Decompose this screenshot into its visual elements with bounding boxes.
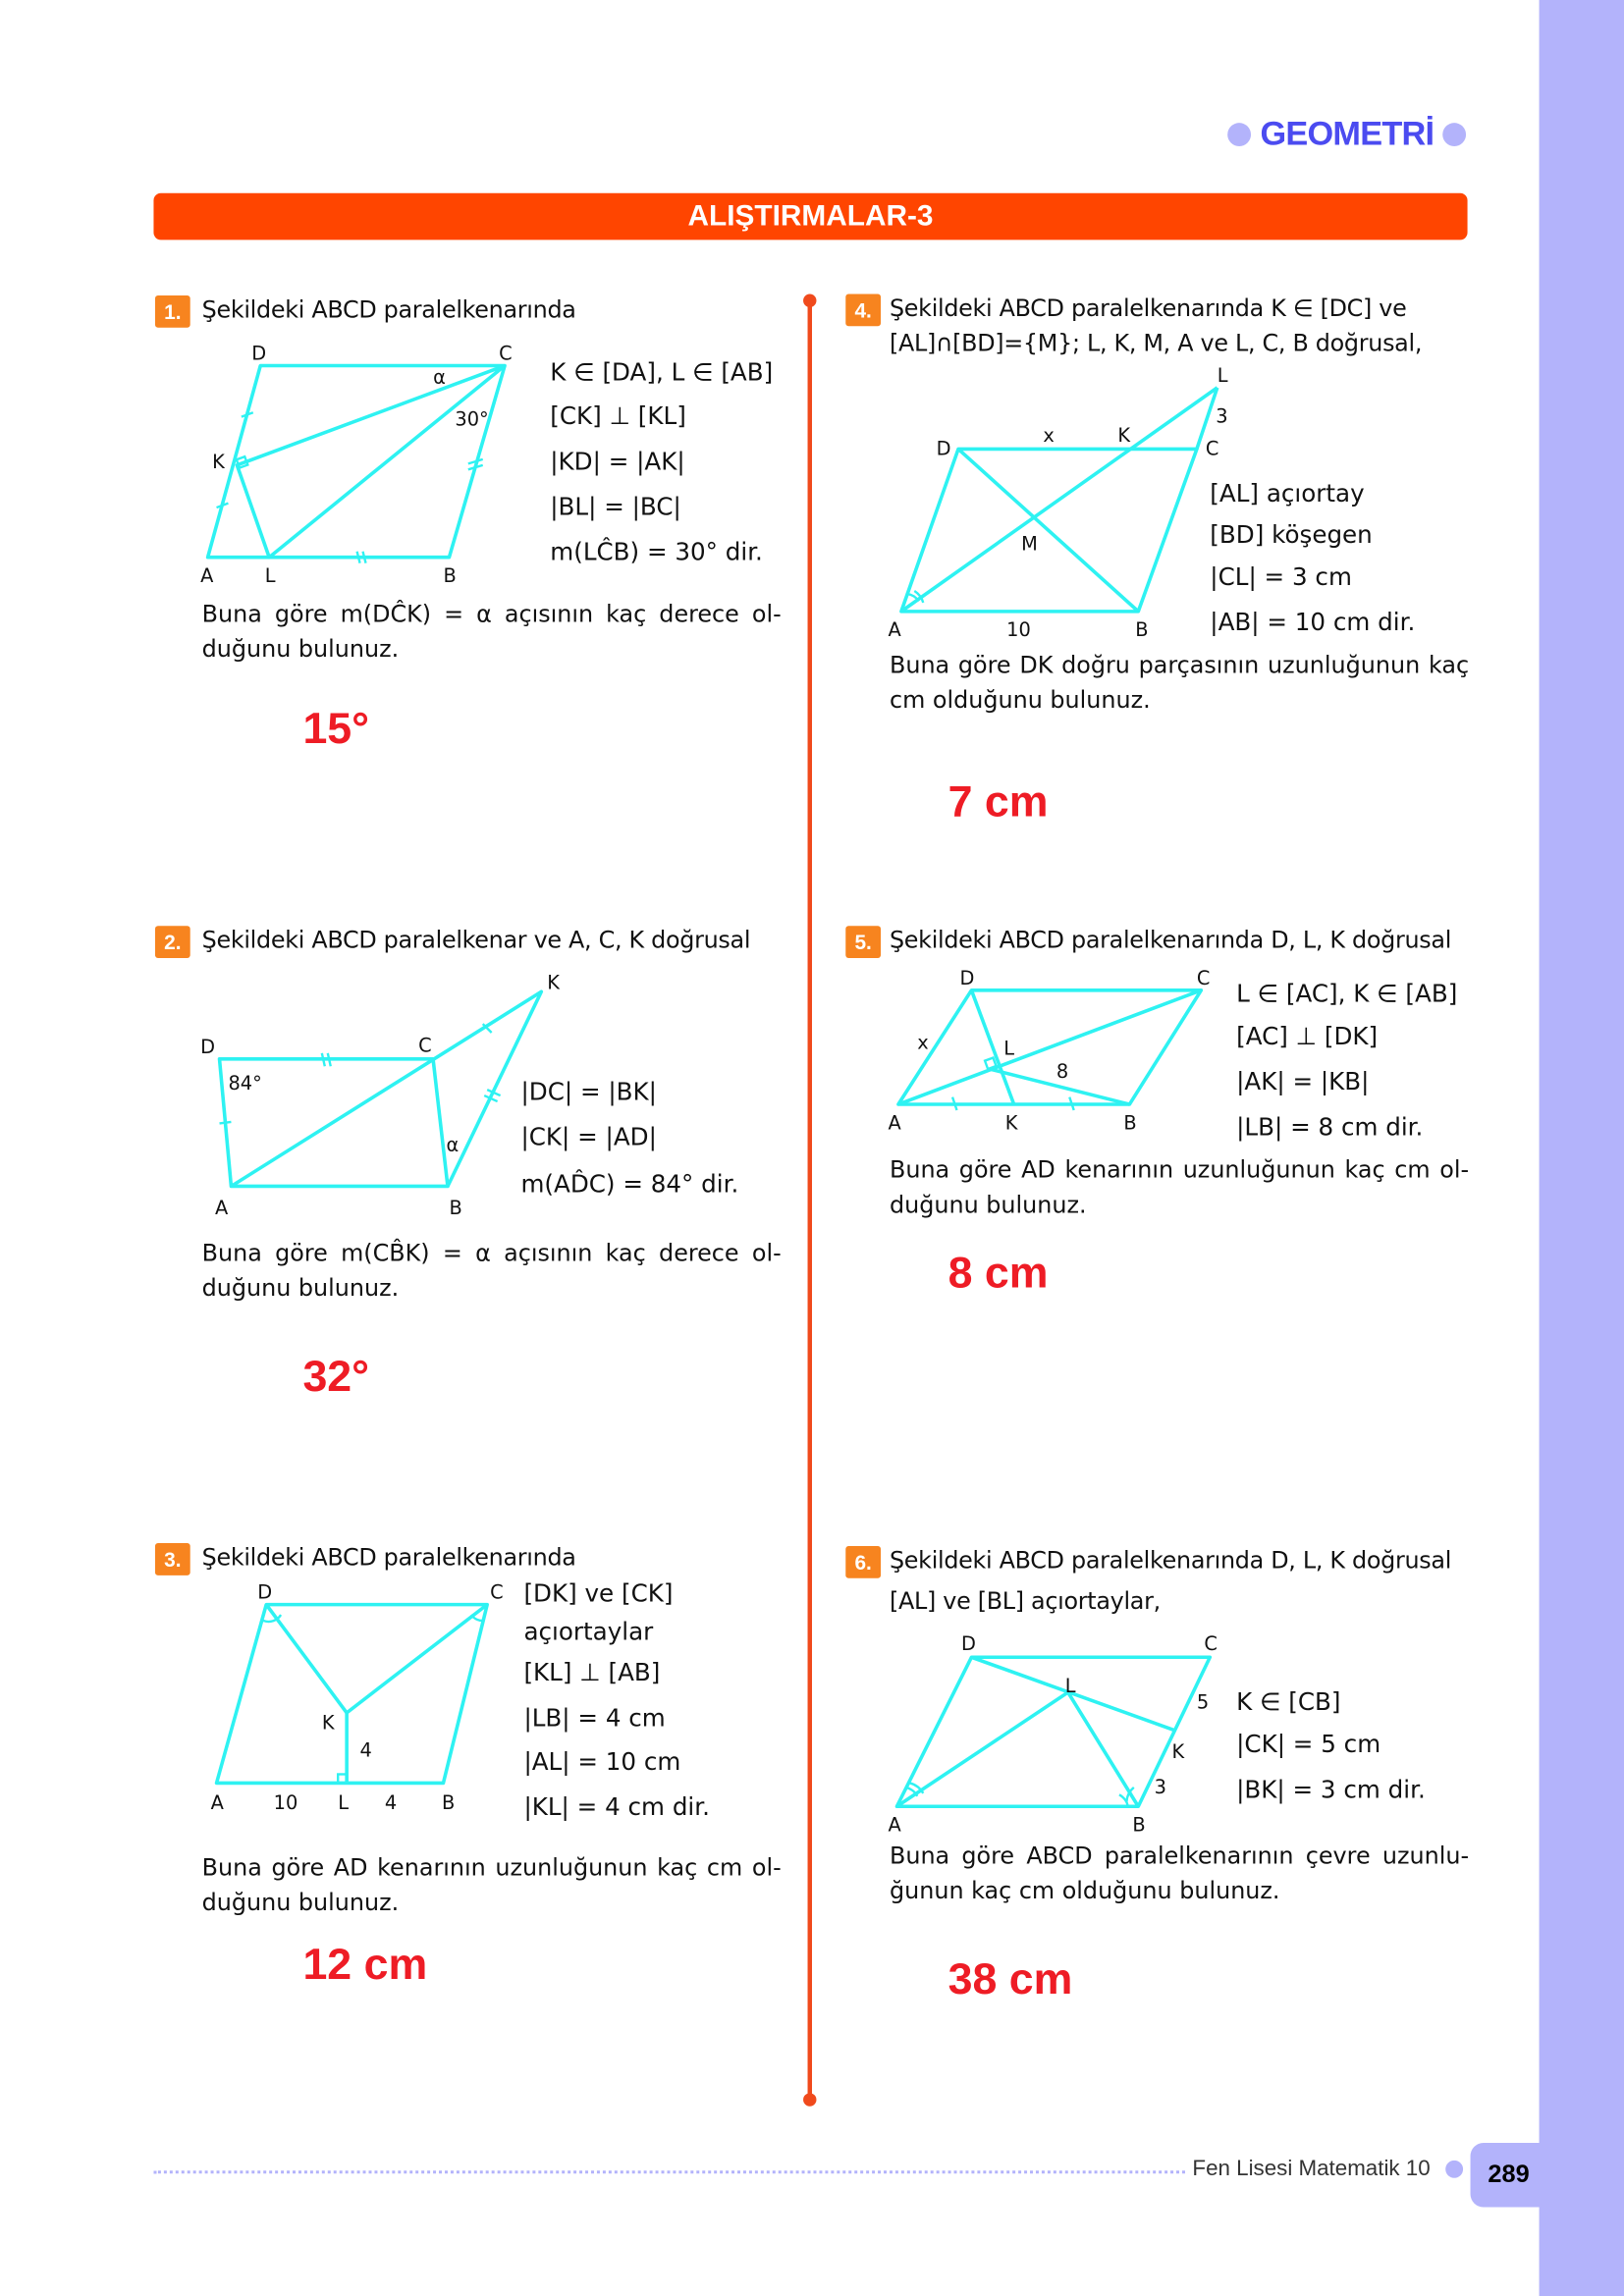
vertex-label: M <box>1021 532 1038 556</box>
condition: m(LĈB) = 30° dir. <box>550 538 763 566</box>
problem-intro: [AL] ve [BL] açıortaylar, <box>889 1586 1161 1616</box>
condition: K ∈ [DA], L ∈ [AB] <box>550 358 774 387</box>
condition: [DK] ve [CK] <box>523 1579 674 1608</box>
question-line: duğunu bulunuz. <box>201 1888 400 1917</box>
condition: |KD| = |AK| <box>550 447 685 476</box>
vertex-label: K <box>212 450 225 473</box>
vertex-label: B <box>1135 618 1149 642</box>
question-line: duğunu bulunuz. <box>201 634 400 664</box>
condition: |BL| = |BC| <box>550 493 681 521</box>
question-line: Buna göre ABCD paralelkenarının çevre uzunlu- <box>889 1842 1470 1870</box>
page-number: 289 <box>1471 2143 1558 2208</box>
vertex-label: K <box>321 1711 335 1735</box>
length-label: x <box>917 1031 929 1054</box>
vertex-label: L <box>1217 363 1228 387</box>
condition: |DC| = |BK| <box>520 1078 657 1106</box>
vertex-label: K <box>1117 424 1131 448</box>
problem-number: 5. <box>845 926 881 958</box>
vertex-label: D <box>251 342 267 365</box>
question-line: duğunu bulunuz. <box>889 1190 1087 1219</box>
problem-number: 4. <box>845 294 881 327</box>
problem-intro: Şekildeki ABCD paralelkenarında D, L, K doğrusal <box>889 926 1452 954</box>
vertex-label: A <box>215 1196 229 1219</box>
problem-intro: Şekildeki ABCD paralelkenar ve A, C, K doğrusal <box>201 926 751 954</box>
book-title: Fen Lisesi Matematik 10 <box>1192 2156 1431 2181</box>
question-line: Buna göre AD kenarının uzunluğunun kaç cm ol- <box>201 1852 782 1882</box>
condition: [AL] açıortay <box>1210 479 1365 508</box>
section-banner: ALIŞTIRMALAR-3 <box>153 193 1467 240</box>
question-line: cm olduğunu bulunuz. <box>889 685 1151 715</box>
problem-number: 6. <box>845 1546 881 1578</box>
condition: açıortaylar <box>523 1618 654 1646</box>
problem-number: 2. <box>155 926 190 958</box>
vertex-label: B <box>449 1196 462 1219</box>
answer: 12 cm <box>302 1941 428 1990</box>
footer-dotted-line <box>153 2170 1185 2173</box>
length-label: 10 <box>273 1791 298 1815</box>
condition: K ∈ [CB] <box>1236 1687 1341 1716</box>
angle-label: 30° <box>455 407 489 431</box>
condition: [AC] ⊥ [DK] <box>1236 1022 1379 1050</box>
length-label: 4 <box>384 1791 398 1815</box>
condition: [CK] ⊥ [KL] <box>550 401 686 431</box>
vertex-label: K <box>1171 1740 1185 1764</box>
vertex-label: D <box>936 437 951 460</box>
vertex-label: K <box>1004 1111 1018 1135</box>
vertex-label: C <box>1196 966 1211 989</box>
vertex-label: D <box>959 966 975 989</box>
vertex-label: C <box>418 1034 432 1057</box>
length-label: 4 <box>359 1738 372 1762</box>
condition: |BK| = 3 cm dir. <box>1236 1775 1426 1804</box>
question-line: duğunu bulunuz. <box>201 1273 400 1303</box>
answer: 8 cm <box>947 1249 1049 1298</box>
vertex-label: A <box>200 564 214 588</box>
condition: [KL] ⊥ [AB] <box>523 1658 661 1687</box>
problem-intro: Şekildeki ABCD paralelkenarında <box>201 294 576 324</box>
answer: 15° <box>302 705 370 754</box>
figure-5 <box>888 967 1210 1135</box>
figure-6 <box>888 1632 1217 1837</box>
angle-label: α <box>446 1133 460 1156</box>
length-label: 10 <box>1006 618 1031 642</box>
condition: |LB| = 4 cm <box>523 1703 666 1733</box>
condition: L ∈ [AC], K ∈ [AB] <box>1236 980 1458 1008</box>
angle-label: α <box>433 365 446 389</box>
vertex-label: C <box>499 342 513 365</box>
vertex-label: C <box>1205 437 1219 460</box>
vertex-label: C <box>1204 1631 1218 1655</box>
vertex-label: B <box>1132 1813 1146 1837</box>
vertex-label: L <box>264 564 276 588</box>
figure-4 <box>888 364 1227 641</box>
question-line: ğunun kaç cm olduğunu bulunuz. <box>889 1876 1280 1905</box>
vertex-label: D <box>200 1035 216 1058</box>
condition: |CK| = 5 cm <box>1236 1730 1381 1759</box>
vertex-label: D <box>960 1631 976 1655</box>
answer: 32° <box>302 1353 370 1402</box>
problem-intro: Şekildeki ABCD paralelkenarında K ∈ [DC] ve <box>889 294 1407 322</box>
problem-number: 1. <box>155 295 190 328</box>
figure-1 <box>200 343 513 587</box>
condition: |KL| = 4 cm dir. <box>523 1792 710 1822</box>
vertex-label: B <box>443 564 457 588</box>
vertex-label: L <box>338 1791 350 1815</box>
problem-intro: [AL]∩[BD]={M}; L, K, M, A ve L, C, B doğrusal, <box>889 329 1423 357</box>
vertex-label: B <box>442 1791 456 1815</box>
condition: |LB| = 8 cm dir. <box>1236 1112 1424 1142</box>
condition: m(AD̂C) = 84° dir. <box>520 1170 739 1199</box>
question-line: Buna göre m(CB̂K) = α açısının kaç derece ol- <box>201 1239 782 1267</box>
vertex-label: A <box>888 1813 901 1837</box>
vertex-label: L <box>1064 1675 1076 1698</box>
figure-3 <box>211 1581 504 1815</box>
problem-number: 3. <box>155 1543 190 1575</box>
vertex-label: D <box>257 1580 273 1604</box>
vertex-label: A <box>888 1111 901 1135</box>
vertex-label: K <box>547 971 560 994</box>
length-label: 8 <box>1056 1060 1069 1084</box>
question-line: Buna göre m(DĈK) = α açısının kaç derece ol- <box>201 599 782 628</box>
problem-intro: Şekildeki ABCD paralelkenarında <box>201 1543 576 1572</box>
angle-label: 84° <box>228 1072 262 1095</box>
problem-intro: Şekildeki ABCD paralelkenarında D, L, K doğrusal <box>889 1546 1452 1575</box>
vertex-label: C <box>490 1580 504 1604</box>
condition: |CL| = 3 cm <box>1210 562 1352 591</box>
vertex-label: L <box>1003 1037 1014 1060</box>
question-line: Buna göre AD kenarının uzunluğunun kaç cm ol- <box>889 1155 1470 1184</box>
question-line: Buna göre DK doğru parçasının uzunluğunun kaç <box>889 651 1470 679</box>
subject-title: GEOMETRİ <box>1260 114 1435 152</box>
vertex-label: B <box>1123 1111 1137 1135</box>
dot-icon <box>1445 2161 1463 2178</box>
answer: 7 cm <box>947 777 1049 827</box>
figure-2 <box>200 971 561 1218</box>
length-label: 3 <box>1154 1775 1167 1798</box>
condition: |AB| = 10 cm dir. <box>1210 608 1416 637</box>
length-label: 5 <box>1196 1690 1210 1714</box>
length-label: x <box>1043 424 1055 448</box>
condition: |AK| = |KB| <box>1236 1067 1370 1096</box>
condition: |AL| = 10 cm <box>523 1747 681 1776</box>
answer: 38 cm <box>947 1955 1073 2004</box>
vertex-label: A <box>210 1791 224 1815</box>
vertex-label: A <box>888 618 901 642</box>
condition: [BD] köşegen <box>1210 520 1373 549</box>
length-label: 3 <box>1216 404 1228 428</box>
condition: |CK| = |AD| <box>520 1123 657 1151</box>
